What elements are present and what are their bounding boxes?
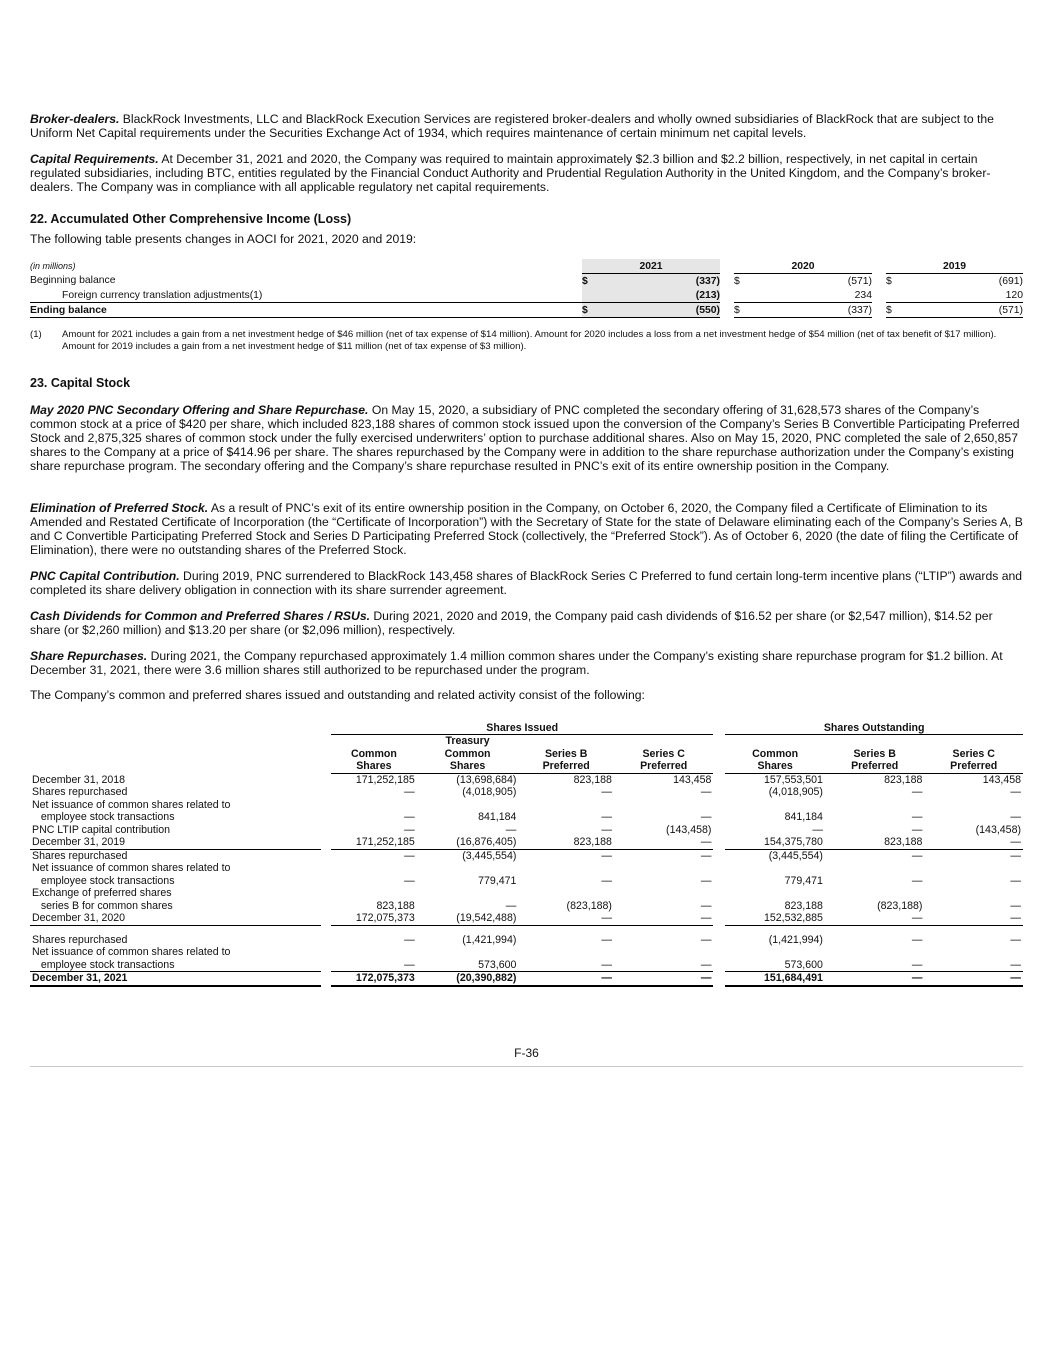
row-label: December 31, 2020 — [30, 912, 321, 925]
row-label: Shares repurchased — [32, 849, 128, 862]
footer-divider — [30, 1066, 1023, 1067]
aoci-header-row — [30, 259, 1023, 274]
value-cell: (571) — [900, 303, 1023, 318]
section-22-heading — [30, 212, 1023, 226]
group-header-outstanding: Shares Outstanding — [725, 720, 1023, 735]
value-cell: — — [924, 972, 1023, 986]
value-cell: 573,600 — [478, 958, 517, 971]
value-cell: (337) — [748, 303, 872, 318]
intro-text: The Company’s common and preferred shares issued and outstanding and related activity consist of the following: — [30, 688, 645, 702]
value-cell: (3,445,554) — [462, 849, 517, 862]
row-label: Net issuance of common shares related to employee stock transactions — [32, 946, 231, 971]
value-cell: (213) — [596, 288, 720, 303]
value-cell: — — [1010, 958, 1021, 971]
value-cell: — — [404, 786, 415, 798]
column-header: Treasury Common Shares — [417, 735, 519, 774]
currency-symbol: $ — [734, 275, 740, 287]
value-cell: — — [601, 874, 612, 887]
value-cell: 172,075,373 — [331, 972, 417, 986]
value-cell: — — [601, 811, 612, 823]
paragraph-body: During 2019, PNC surrendered to BlackRock 143,458 shares of BlackRock Series C Preferred to fund certain long-term incentive plans (“LTIP”) awards and completed its share delivery obligation in connection with its share surrender agreement. — [30, 569, 1023, 597]
value-cell: — — [700, 811, 712, 823]
section-title: 22. Accumulated Other Comprehensive Income (Loss) — [30, 212, 352, 226]
row-label: Exchange of preferred shares series B for common shares — [32, 887, 173, 912]
row-label: Foreign currency translation adjustments(1) — [62, 289, 263, 301]
value-cell: — — [1010, 811, 1021, 823]
value-cell: — — [601, 786, 612, 798]
value-cell: — — [700, 786, 712, 798]
value-cell: — — [1010, 874, 1021, 887]
share-repurchases-paragraph — [30, 649, 1023, 677]
value-cell: (143,458) — [666, 823, 712, 836]
value-cell: (337) — [596, 274, 720, 289]
dividends-paragraph — [30, 609, 1023, 637]
value-cell: — — [518, 972, 614, 986]
value-cell: — — [700, 933, 712, 946]
shares-column-header-row — [30, 735, 1023, 774]
aoci-footnote — [30, 329, 1023, 353]
column-header: Common Shares — [725, 735, 825, 774]
table-row — [30, 934, 1023, 947]
paragraph-lead: Capital Requirements. — [30, 152, 159, 166]
value-cell: 823,188 — [784, 899, 823, 912]
value-cell: 823,188 — [518, 836, 614, 849]
value-cell: 234 — [854, 289, 872, 301]
pnc-contribution-paragraph — [30, 569, 1023, 597]
row-label: December 31, 2018 — [32, 773, 126, 786]
value-cell: — — [911, 786, 923, 798]
value-cell: (691) — [998, 275, 1023, 287]
row-label: Shares repurchased — [32, 786, 128, 798]
table-row — [30, 824, 1023, 837]
row-label: Net issuance of common shares related to employee stock transactions — [32, 862, 231, 887]
value-cell: — — [924, 912, 1023, 925]
value-cell: 779,471 — [784, 874, 823, 887]
value-cell: — — [812, 823, 823, 836]
value-cell: — — [1010, 899, 1021, 912]
table-row — [30, 786, 1023, 799]
column-header: Series C Preferred — [614, 735, 714, 774]
value-cell: 120 — [1005, 289, 1023, 301]
table-row — [30, 862, 1023, 887]
elimination-paragraph — [30, 501, 1023, 557]
value-cell: — — [911, 823, 923, 836]
value-cell: (16,876,405) — [417, 836, 519, 849]
value-cell: — — [518, 912, 614, 925]
capital-requirements-paragraph — [30, 152, 1023, 194]
column-header: Series B Preferred — [825, 735, 925, 774]
value-cell: — — [404, 823, 415, 836]
spacer-row — [30, 925, 1023, 934]
table-row — [30, 946, 1023, 972]
value-cell: (19,542,488) — [417, 912, 519, 925]
currency-symbol: $ — [582, 274, 596, 289]
value-cell: — — [911, 958, 923, 971]
value-cell: — — [404, 849, 415, 862]
paragraph-body: During 2021, 2020 and 2019, the Company paid cash dividends of $16.52 per share (or $2,547 million), $14.52 per share (or $2,260 million) and $13.20 per share (or $2,096 million), respectively. — [30, 609, 993, 637]
value-cell: (550) — [596, 303, 720, 318]
value-cell: — — [601, 933, 612, 946]
value-cell: (3,445,554) — [768, 849, 823, 862]
value-cell: — — [614, 972, 714, 986]
shares-intro — [30, 688, 1023, 702]
value-cell: 171,252,185 — [331, 836, 417, 849]
paragraph-lead: PNC Capital Contribution. — [30, 569, 180, 583]
section-22-intro — [30, 232, 1023, 246]
value-cell: — — [505, 899, 517, 912]
row-label: December 31, 2021 — [30, 972, 321, 986]
paragraph-body: On May 15, 2020, a subsidiary of PNC completed the secondary offering of 31,628,573 shares of the Company’s common stock at a price of $420 per share, which included 823,188 shares of common stock issued upon the conversion of the Company’s Series B Convertible Participating Preferred Stock and 2,875,325 shares of common stock under the fully exercised underwriters’ option to purchase additional shares. Also on May 15, 2020, PNC completed the sale of 2,650,857 shares to the Company at a price of $414.96 per share. The shares repurchased by the Company were in addition to the share repurchase authorization under the Company’s existing share repurchase program. The secondary offering and the Company’s share repurchase resulted in PNC’s exit of its entire ownership position in the Company. — [30, 403, 1020, 473]
value-cell: 823,188 — [376, 899, 415, 912]
column-header: Common Shares — [331, 735, 417, 774]
value-cell: (823,188) — [566, 899, 612, 912]
value-cell: 143,458 — [673, 773, 712, 786]
paragraph-lead: Elimination of Preferred Stock. — [30, 501, 209, 515]
value-cell: — — [614, 836, 714, 849]
value-cell: 154,375,780 — [725, 836, 825, 849]
aoci-row — [30, 288, 1023, 303]
value-cell: (823,188) — [877, 899, 923, 912]
value-cell: — — [924, 836, 1023, 849]
value-cell: — — [601, 958, 612, 971]
value-cell: 823,188 — [573, 773, 612, 786]
value-cell: — — [700, 958, 712, 971]
value-cell: (571) — [847, 275, 872, 287]
row-label: Beginning balance — [30, 275, 116, 287]
shares-total-row — [30, 972, 1023, 986]
paragraph-lead: May 2020 PNC Secondary Offering and Share Repurchase. — [30, 403, 369, 417]
aoci-table — [30, 259, 1023, 318]
table-row — [30, 849, 1023, 862]
page-number: F-36 — [514, 1046, 539, 1060]
value-cell: 573,600 — [784, 958, 823, 971]
value-cell: (1,421,994) — [462, 933, 517, 946]
value-cell: (1,421,994) — [768, 933, 823, 946]
value-cell: 157,553,501 — [764, 773, 823, 786]
value-cell: (13,698,684) — [456, 773, 517, 786]
value-cell: — — [911, 874, 923, 887]
paragraph-lead: Share Repurchases. — [30, 649, 148, 663]
value-cell: — — [825, 972, 925, 986]
value-cell: (20,390,882) — [417, 972, 519, 986]
currency-symbol: $ — [886, 275, 892, 287]
currency-symbol: $ — [734, 303, 748, 318]
section-23-heading — [30, 376, 1023, 390]
paragraph-body: As a result of PNC’s exit of its entire ownership position in the Company, on October 6, 2020, the Company filed a Certificate of Elimination to its Amended and Restated Certificate of Incorporation (the “Certificate of Incorporation”) with the Secretary of State for the state of Delaware eliminating each of the Company’s Series A, B and C Convertible Participating Preferred Stock and Series D Participating Preferred Stock (collectively, the “Preferred Stock”). As of October 6, 2020 (the date of filing the Certificate of Elimination), there were no outstanding shares of the Preferred Stock. — [30, 501, 1023, 557]
paragraph-body: At December 31, 2021 and 2020, the Company was required to maintain approximately $2.3 billion and $2.2 billion, respectively, in net capital in certain regulated subsidiaries, including BTC, entities regulated by the Financial Conduct Authority and Prudential Regulation Authority in the United Kingdom, and the Company’s broker-dealers. The Company was in compliance with all applicable regulatory net capital requirements. — [30, 152, 991, 194]
currency-symbol: $ — [582, 303, 596, 318]
value-cell: (4,018,905) — [462, 786, 517, 798]
footnote-marker: (1) — [30, 329, 42, 340]
value-cell: — — [700, 899, 712, 912]
value-cell: 143,458 — [982, 773, 1021, 786]
value-cell: — — [911, 849, 923, 862]
shares-group-header-row — [30, 720, 1023, 735]
table-row — [30, 799, 1023, 824]
value-cell: 152,532,885 — [725, 912, 825, 925]
value-cell: — — [404, 958, 415, 971]
shares-table — [30, 720, 1023, 987]
row-label: December 31, 2019 — [30, 836, 321, 849]
year-header: 2021 — [582, 259, 720, 274]
value-cell: — — [404, 933, 415, 946]
value-cell: — — [700, 874, 712, 887]
paragraph-lead: Broker-dealers. — [30, 112, 120, 126]
value-cell: — — [1010, 786, 1021, 798]
section-title: 23. Capital Stock — [30, 376, 131, 390]
shares-table-body — [30, 773, 1023, 986]
row-label: Ending balance — [30, 303, 582, 318]
value-cell: — — [505, 823, 517, 836]
row-label: PNC LTIP capital contribution — [32, 823, 170, 836]
value-cell: — — [404, 811, 415, 823]
value-cell: — — [1010, 849, 1021, 862]
value-cell: — — [825, 912, 925, 925]
aoci-row — [30, 274, 1023, 289]
value-cell: 171,252,185 — [355, 773, 415, 786]
paragraph-lead: Cash Dividends for Common and Preferred Shares / RSUs. — [30, 609, 370, 623]
aoci-total-row — [30, 303, 1023, 318]
value-cell: (4,018,905) — [768, 786, 823, 798]
year-header: 2019 — [886, 259, 1023, 274]
table-row — [30, 887, 1023, 912]
table-row — [30, 773, 1023, 786]
value-cell: 841,184 — [784, 811, 823, 823]
value-cell: 823,188 — [825, 836, 925, 849]
intro-text: The following table presents changes in AOCI for 2021, 2020 and 2019: — [30, 232, 417, 246]
value-cell: — — [614, 912, 714, 925]
paragraph-body: BlackRock Investments, LLC and BlackRock Execution Services are registered broker-dealers and wholly owned subsidiaries of BlackRock that are subject to the Uniform Net Capital requirements under the Securities Exchange Act of 1934, which requires maintenance of certain minimum net capital levels. — [30, 112, 994, 140]
value-cell: — — [404, 874, 415, 887]
row-label: Shares repurchased — [32, 933, 128, 946]
value-cell: 841,184 — [478, 811, 517, 823]
table-row — [30, 912, 1023, 925]
year-header: 2020 — [734, 259, 872, 274]
value-cell: — — [601, 823, 612, 836]
value-cell: — — [911, 933, 923, 946]
column-header: Series B Preferred — [518, 735, 614, 774]
units-label: (in millions) — [30, 260, 76, 271]
value-cell: — — [601, 849, 612, 862]
table-row — [30, 836, 1023, 849]
value-cell: (143,458) — [975, 823, 1021, 836]
row-label: Net issuance of common shares related to employee stock transactions — [32, 798, 231, 823]
paragraph-body: During 2021, the Company repurchased approximately 1.4 million common shares under the Company’s existing share repurchase program for $1.2 billion. At December 31, 2021, there were 3.6 million shares still authorized to be repurchased under the program. — [30, 649, 1003, 677]
column-header: Series C Preferred — [924, 735, 1023, 774]
value-cell: — — [700, 849, 712, 862]
value-cell: 151,684,491 — [725, 972, 825, 986]
footnote-text: Amount for 2021 includes a gain from a net investment hedge of $46 million (net of tax expense of $14 million). Amount for 2020 includes a loss from a net investment hedge of $54 million (net of tax benefit of $17 million). Amount for 2019 includes a gain from a net investment hedge of $11 million (net of tax expense of $3 million). — [62, 329, 997, 352]
value-cell: 779,471 — [478, 874, 517, 887]
value-cell: 823,188 — [884, 773, 923, 786]
group-header-issued: Shares Issued — [331, 720, 713, 735]
value-cell: — — [911, 811, 923, 823]
currency-symbol: $ — [886, 303, 900, 318]
may-2020-offering-paragraph — [30, 403, 1023, 473]
value-cell: 172,075,373 — [331, 912, 417, 925]
value-cell: — — [1010, 933, 1021, 946]
broker-dealers-paragraph — [30, 112, 1023, 140]
